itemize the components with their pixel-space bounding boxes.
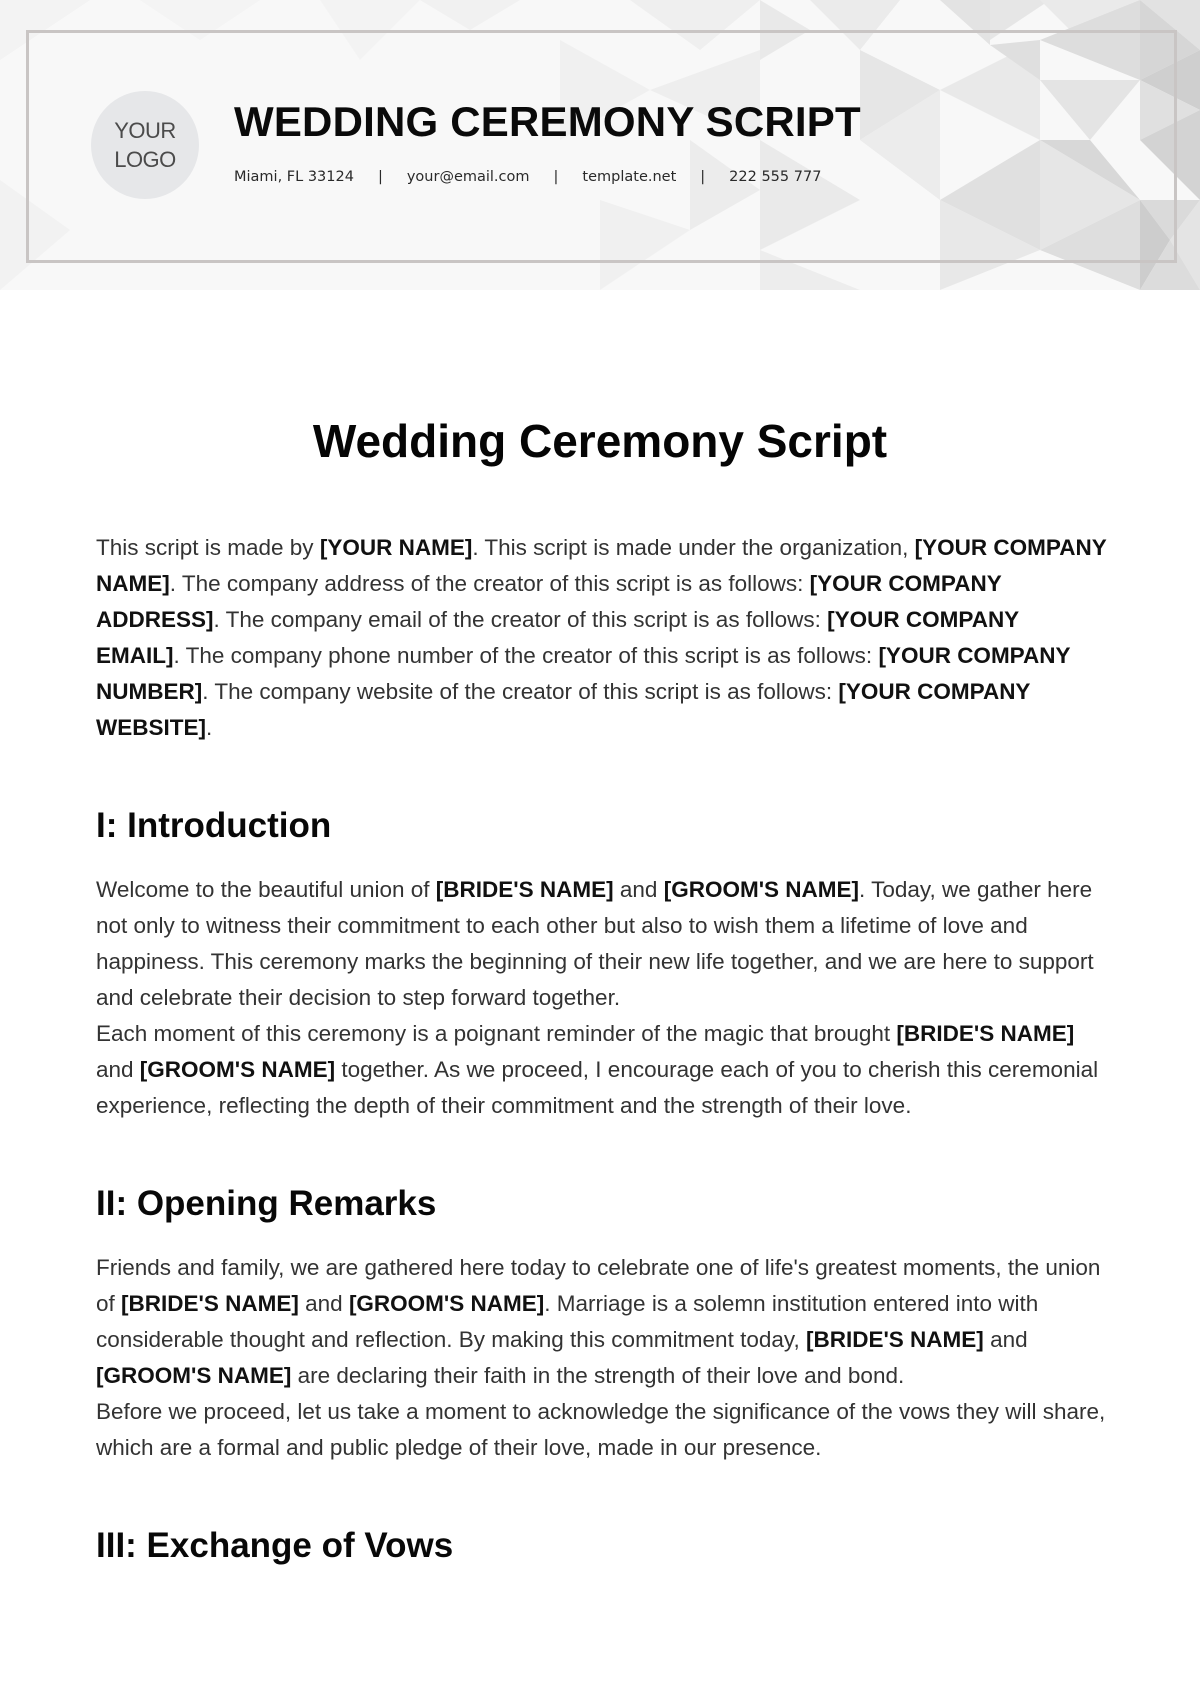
contact-separator: | [377, 169, 383, 185]
section-paragraph: Each moment of this ceremony is a poignant reminder of the magic that brought [BRIDE'S NAME] and [GROOM'S NAME] together. As we proceed, I encourage each of you to cherish this ceremonial experience, reflecting the depth of their commitment and the strength of their love. [96, 1021, 1099, 1118]
placeholder-field: [GROOM'S NAME] [96, 1363, 292, 1388]
placeholder-field: [YOUR NAME] [319, 535, 473, 560]
contact-separator: | [700, 169, 706, 185]
header-banner [0, 0, 1200, 290]
section-heading: III: Exchange of Vows [96, 1526, 454, 1565]
contact-address: Miami, FL 33124 [234, 169, 354, 185]
placeholder-field: [GROOM'S NAME] [348, 1291, 545, 1316]
placeholder-field: [BRIDE'S NAME] [805, 1327, 984, 1352]
section-paragraph: Welcome to the beautiful union of [BRIDE'S NAME] and [GROOM'S NAME]. Today, we gather here not only to witness their commitment to each other but also to wish them a lifetime of love and happiness. This ceremony marks the beginning of their new life together, and we are here to support and celebrate their decision to step forward together. [96, 877, 1094, 1010]
placeholder-field: [YOUR COMPANY WEBSITE] [96, 679, 1031, 740]
placeholder-field: [GROOM'S NAME] [139, 1057, 336, 1082]
logo-text [100, 116, 190, 174]
placeholder-field: [GROOM'S NAME] [663, 877, 860, 902]
company-logo-placeholder [91, 91, 199, 199]
placeholder-field: [BRIDE'S NAME] [896, 1021, 1075, 1046]
contact-website[interactable]: template.net [582, 169, 677, 185]
contact-email[interactable]: your@email.com [406, 169, 530, 185]
section-exchange-of-vows [96, 1524, 1108, 1568]
logo-text-line1: YOUR [114, 118, 176, 143]
document-body [96, 530, 1108, 1568]
section-opening-remarks [96, 1182, 1108, 1466]
contact-phone: 222 555 777 [729, 169, 822, 185]
placeholder-field: [BRIDE'S NAME] [435, 877, 614, 902]
logo-text-line2: LOGO [114, 147, 176, 172]
header-title: WEDDING CEREMONY SCRIPT [234, 98, 861, 145]
placeholder-field: [YOUR COMPANY NUMBER] [96, 643, 1071, 704]
placeholder-field: [YOUR COMPANY ADDRESS] [96, 571, 1002, 632]
section-introduction [96, 804, 1108, 1124]
placeholder-field: [BRIDE'S NAME] [121, 1291, 299, 1316]
placeholder-field: [YOUR COMPANY NAME] [96, 535, 1107, 596]
contact-separator: | [553, 169, 559, 185]
section-heading: II: Opening Remarks [96, 1184, 437, 1223]
document-title: Wedding Ceremony Script [312, 415, 888, 467]
placeholder-field: [YOUR COMPANY EMAIL] [96, 607, 1019, 668]
section-heading: I: Introduction [96, 806, 332, 845]
contact-info [234, 169, 821, 185]
section-paragraph: Before we proceed, let us take a moment to acknowledge the significance of the vows they will share, which are a formal and public pledge of their love, made in our presence. [96, 1399, 1106, 1460]
section-paragraph: Friends and family, we are gathered here today to celebrate one of life's greatest moments, the union of [BRIDE'S NAME] and [GROOM'S NAME]. Marriage is a solemn institution entered into with considerable thought and reflection. By making this commitment today, [BRIDE'S NAME] and [GROOM'S NAME] are declaring their faith in the strength of their love and bond. [96, 1255, 1101, 1388]
intro-paragraph: This script is made by [YOUR NAME]. This script is made under the organization, [YOUR COMPANY NAME]. The company address of the creator of this script is as follows: [YOUR COMPANY ADDRESS]. The company email of the creator of this script is as follows: [YOUR COMPANY EMAIL]. The company phone number of the creator of this script is as follows: [YOUR COMPANY NUMBER]. The company website of the creator of this script is as follows: [YOUR COMPANY WEBSITE]. [96, 535, 1107, 740]
